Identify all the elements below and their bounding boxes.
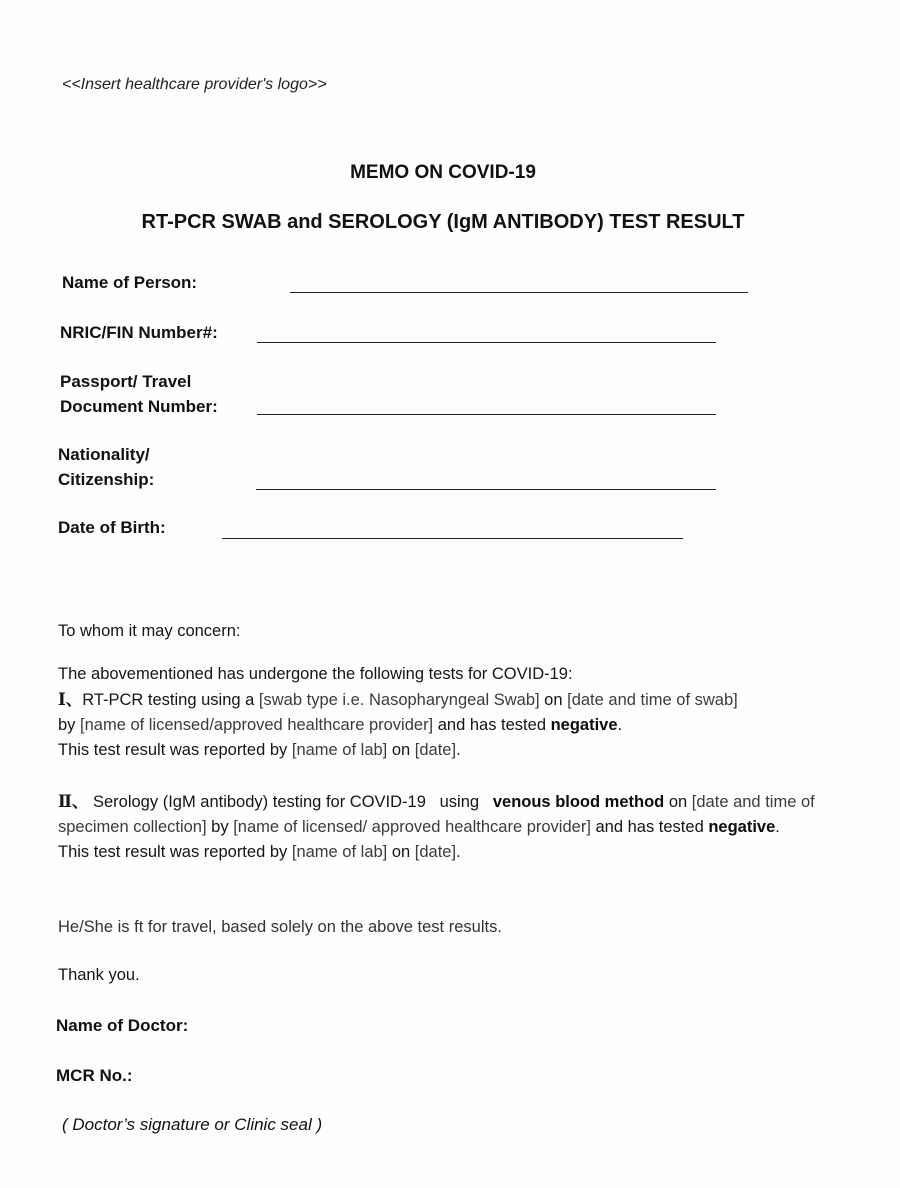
test1-part-e: by (58, 716, 81, 734)
test1-swab-date: [date and time of swab] (567, 691, 738, 709)
test1-numeral: Ⅰ、 (58, 690, 83, 709)
test-intro-text: The abovementioned has undergone the following tests for COVID-19: (58, 665, 573, 683)
test1-swab-type: [swab type i.e. Nasopharyngeal Swab] (258, 691, 540, 709)
test1-provider: [name of licensed/approved healthcare provider] (80, 716, 434, 734)
test-intro (58, 662, 848, 763)
test1-report-e: . (456, 741, 461, 759)
fit-for-travel-statement: He/She is ft for travel, based solely on the above test results. (58, 918, 502, 936)
test1-part-c: on (539, 691, 568, 709)
test2-part-d: by (206, 818, 234, 836)
nationality-label-line2: Citizenship: (58, 470, 155, 489)
mcr-number-label: MCR No.: (56, 1066, 133, 1085)
test2-result: negative (708, 818, 776, 836)
name-of-person-label: Name of Person: (62, 273, 198, 292)
test2-provider: [name of licensed/ approved healthcare provider] (233, 818, 591, 836)
test1-part-h: . (617, 716, 623, 734)
test1-lab: [name of lab] (291, 741, 388, 759)
test1-part-g: and has tested (433, 716, 551, 734)
test2-report-date: [date] (414, 843, 457, 861)
salutation: To whom it may concern: (58, 622, 241, 640)
passport-line (257, 414, 716, 415)
test2-collection-date: [date and time of specimen collection] (58, 793, 815, 836)
nric-fin-line (257, 342, 716, 343)
test2-part-g: . (775, 818, 780, 836)
date-of-birth-line (222, 538, 683, 539)
memo-title: MEMO ON COVID-19 (350, 162, 536, 183)
test1-report-c: on (387, 741, 415, 759)
test2-report-e: . (456, 843, 461, 861)
passport-label-line1: Passport/ Travel (60, 372, 192, 391)
test2-part-b: on (664, 793, 692, 811)
test1-report-a: This test result was reported by (58, 741, 292, 759)
nric-fin-label: NRIC/FIN Number#: (60, 323, 218, 342)
thank-you: Thank you. (58, 966, 140, 984)
doctor-name-label: Name of Doctor: (56, 1016, 189, 1035)
logo-placeholder: <<Insert healthcare provider's logo>> (62, 76, 327, 93)
test1-result: negative (550, 716, 618, 734)
signature-note: ( Doctor’s signature or Clinic seal ) (62, 1115, 323, 1134)
test2-paragraph (58, 789, 848, 865)
name-of-person-line (290, 292, 748, 293)
test2-report-c: on (387, 843, 415, 861)
memo-subtitle: RT-PCR SWAB and SEROLOGY (IgM ANTIBODY) TEST RESULT (141, 211, 745, 233)
test1-paragraph (58, 687, 848, 763)
nationality-label-line1: Nationality/ (58, 445, 150, 464)
test2-numeral: Ⅱ、 (58, 792, 89, 811)
nationality-line (256, 489, 716, 490)
date-of-birth-label: Date of Birth: (58, 518, 166, 537)
test1-part-a: RT-PCR testing using a (82, 691, 259, 709)
test2-lab: [name of lab] (291, 843, 388, 861)
test2-report-a: This test result was reported by (58, 843, 292, 861)
test2-part-f: and has tested (590, 818, 709, 836)
passport-label-line2: Document Number: (60, 397, 218, 416)
test2-method: venous blood method (492, 793, 665, 811)
test1-report-date: [date] (414, 741, 457, 759)
test2-part-a: Serology (IgM antibody) testing for COVID-19 using (88, 793, 493, 811)
